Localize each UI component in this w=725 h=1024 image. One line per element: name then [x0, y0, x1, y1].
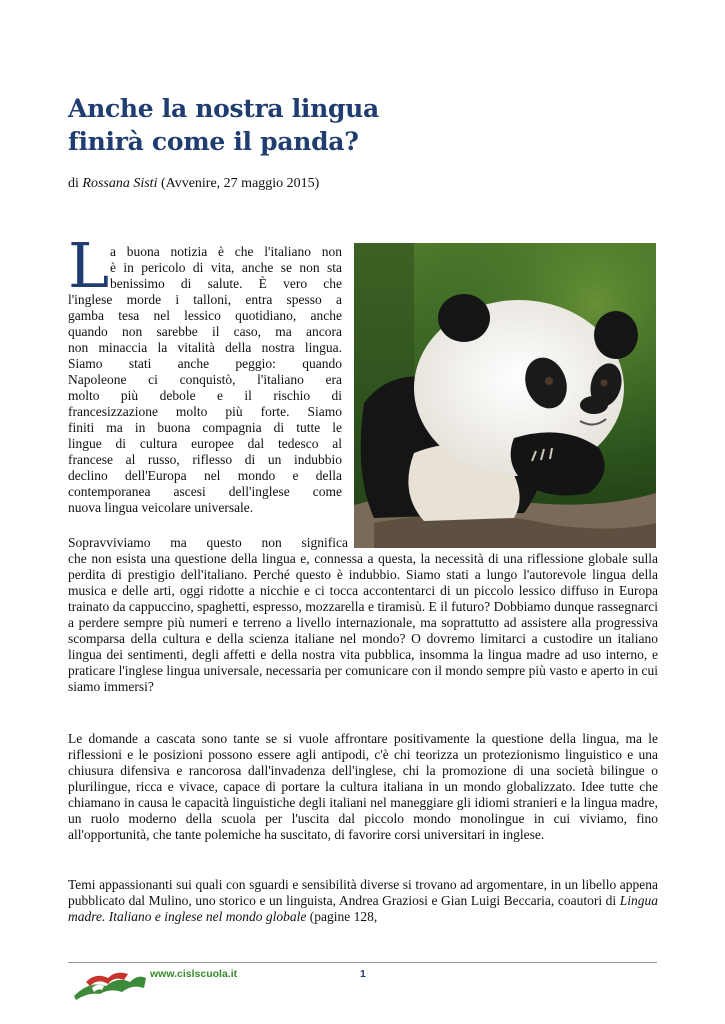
intro-line: nuova lingua veicolare universale.	[68, 500, 254, 515]
page-number: 1	[360, 968, 366, 980]
byline-source: (Avvenire, 27 maggio 2015)	[160, 176, 320, 191]
intro-line: è in pericolo di vita, anche se non sta	[110, 260, 342, 275]
footer-divider	[68, 962, 657, 963]
paragraph-3: Le domande a cascata sono tante se si vuole affrontare positivamente la questione della lingua, ma le riflessioni e le posizioni possono essere agli antipodi, c'è chi teorizza un protezionismo linguistico e una chiusura difensiva e rancorosa dall'invadenza dell'inglese, chi la promozione di una società bilingue o plurilingue, ricca e vivace, capace di portare la cultura italiana in un mondo globalizzato. Idee tutte che chiamano in causa le capacità linguistiche degli italiani nel maneggiare gli idiomi stranieri e la lingua madre, un ruolo moderno della scuola per l'uscita dal piccolo mondo monolingue in cui viviamo, fino all'opportunità, che tante polemiche ha suscitato, di favorire corsi universitari in inglese.	[68, 731, 658, 842]
title-line-2: finirà come il panda?	[68, 127, 359, 156]
intro-line: contemporanea ascesi dell'inglese come	[68, 484, 342, 499]
intro-line: molto più debole e il rischio di	[68, 388, 342, 403]
intro-line: Napoleone ci conquistò, l'italiano era	[68, 372, 342, 387]
cisl-scuola-logo	[72, 966, 148, 1000]
intro-line: lingue di cultura europee dal tedesco al	[68, 436, 342, 451]
book-title: Lingua madre. Italiano e inglese nel mondo globale	[68, 893, 658, 924]
paragraph-4	[68, 877, 658, 925]
paragraph-4-tail: (pagine 128,	[306, 909, 378, 924]
intro-line: non minaccia la vitalità della nostra lingua.	[68, 340, 342, 355]
paragraph-2: che non esista una questione della lingua e, connessa a questa, la necessità di una riflessione globale sulla perdita di prestigio dell'italiano. Perché questo è indubbio. Siamo stati a lungo l'autorevole lingua della musica e delle arti, oggi ridotte a nicchie e ci tocca accontentarci di un piccolo lessico diffuso in Europa trainato da cappuccino, spaghetti, espresso, mozzarella e tiramisù. E il futuro? Dobbiamo dunque rassegnarci a perdere sempre più numeri e terreno a livello internazionale, ma soprattutto ad assistere alla progressiva scomparsa della cultura e della scienza italiane nel mondo? O dovremo limitarci a custodire un italiano lingua dei sentimenti, degli affetti e della nostra vita pubblica, insomma la lingua madre ad uso interno, e praticare l'inglese lingua universale, necessaria per comunicare con il mondo sempre più vasto e aperto in cui siamo immersi?	[68, 551, 658, 694]
intro-line: l'inglese morde i talloni, entra spesso a	[68, 292, 342, 307]
intro-line: benissimo di salute. È vero che	[110, 276, 342, 291]
paragraph-2-first-line: Sopravviviamo ma questo non significa	[68, 535, 348, 550]
website-link[interactable]: www.cislscuola.it	[150, 968, 238, 980]
intro-line: gamba tesa nel lessico quotidiano, anche	[68, 308, 342, 323]
paragraph-4-text: Temi appassionanti sui quali con sguardi e sensibilità diverse si trovano ad argomentare, in un libello appena pubblicato dal Mulino, uno storico e un linguista, Andrea Graziosi e Gian Luigi Beccaria, coautori di	[68, 877, 658, 908]
byline	[68, 174, 319, 194]
author-name: Rossana Sisti	[82, 176, 158, 191]
intro-line: francesizzazione molto più forte. Siamo	[68, 404, 342, 419]
intro-line: quando non sarebbe il caso, ma ancora	[68, 324, 342, 339]
byline-prefix: di	[68, 176, 79, 191]
intro-line: declino dell'Europa nel mondo e della	[68, 468, 342, 483]
drop-cap: L	[68, 229, 110, 302]
intro-line: a buona notizia è che l'italiano non	[110, 244, 342, 259]
article-title	[68, 92, 448, 158]
panda-photo	[354, 243, 656, 548]
intro-line: francese al russo, riflesso di un indubbio	[68, 452, 342, 467]
title-line-1: Anche la nostra lingua	[68, 94, 379, 123]
intro-line: Siamo stati anche peggio: quando	[68, 356, 342, 371]
intro-line: finiti ma in buona compagnia di tutte le	[68, 420, 342, 435]
